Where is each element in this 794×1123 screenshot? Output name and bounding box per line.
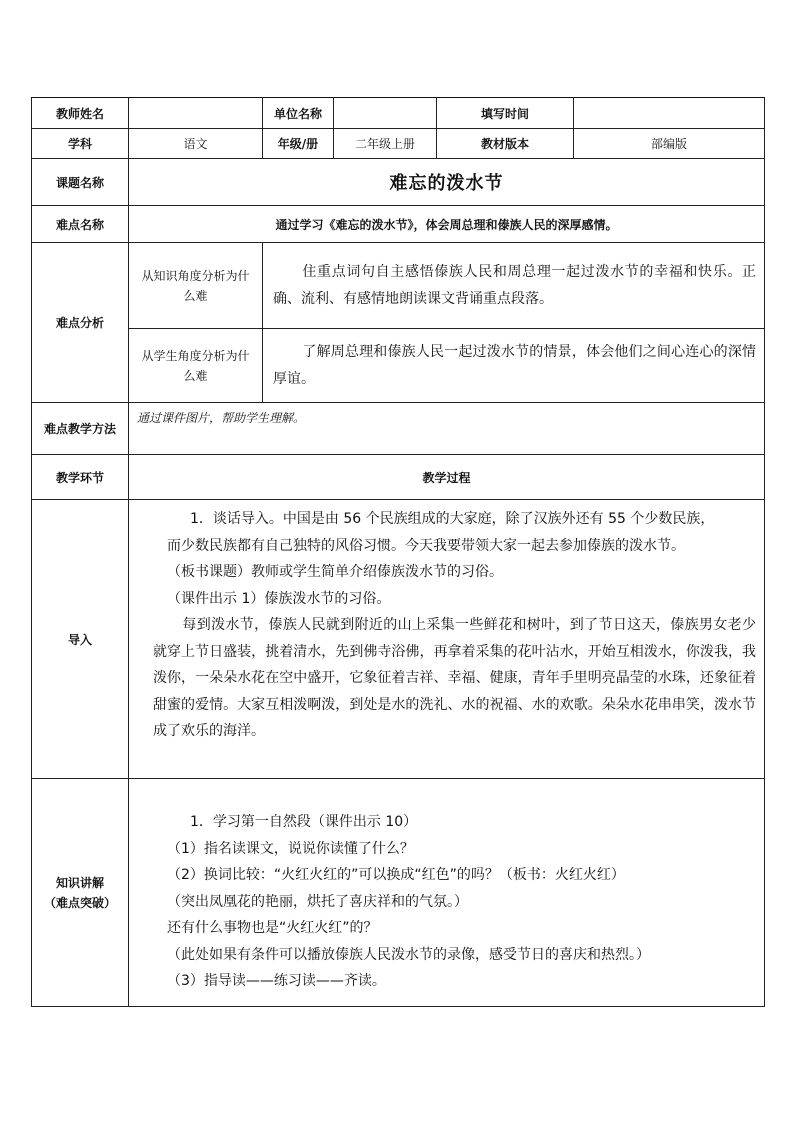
student-angle-paragraph: 了解周总理和傣族人民一起过泼水节的情景，体会他们之间心连心的深情厚谊。	[273, 343, 756, 387]
intro-paragraph: 每到泼水节，傣族人民就到附近的山上采集一些鲜花和树叶，到了节日这天，傣族男女老少就穿上节日盛装，挑着清水，先到佛寺浴佛，再拿着采集的花叶沾水，开始互相泼水，你泼我，我泼你，一朵朵水花在空中盛开，它象征着吉祥、幸福、健康，青年手里明亮晶莹的水珠，还象征着甜蜜的爱情。大家互相泼啊泼，到处是水的洗礼、水的祝福、水的欢歌。朵朵水花串串笑，泼水节成了欢乐的海洋。	[153, 617, 756, 739]
knowledge-line: （突出凤凰花的艳丽，烘托了喜庆祥和的气氛。）	[167, 893, 468, 910]
grade-value: 二年级上册	[334, 129, 437, 159]
knowledge-explain-label	[32, 779, 129, 1007]
knowledge-line: （此处如果有条件可以播放傣族人民泼水节的录像，感受节日的喜庆和热烈。）	[167, 946, 650, 963]
subject-value: 语文	[129, 129, 263, 159]
intro-line: （课件出示 1）傣族泼水节的习俗。	[167, 590, 391, 607]
knowledge-line: （3）指导读——练习读——齐读。	[167, 973, 386, 989]
subject-label: 学科	[32, 129, 129, 159]
teaching-method-label: 难点教学方法	[32, 403, 129, 455]
knowledge-line: 1．学习第一自然段（课件出示 10）	[190, 814, 418, 830]
knowledge-angle-text	[263, 243, 765, 329]
lesson-plan-page	[31, 97, 764, 1007]
fill-date-label: 填写时间	[437, 98, 574, 129]
student-angle-text	[263, 329, 765, 403]
difficulty-name: 通过学习《难忘的泼水节》，体会周总理和傣族人民的深厚感情。	[129, 206, 765, 243]
knowledge-explain-content	[129, 779, 765, 1007]
intro-label: 导入	[32, 500, 129, 779]
lesson-plan-table	[31, 97, 765, 1007]
difficulty-name-label: 难点名称	[32, 206, 129, 243]
unit-name-label: 单位名称	[263, 98, 334, 129]
lesson-title: 难忘的泼水节	[129, 159, 765, 206]
lesson-title-label: 课题名称	[32, 159, 129, 206]
teacher-name-label: 教师姓名	[32, 98, 129, 129]
student-angle-label: 从学生角度分析为什么难	[129, 329, 263, 403]
knowledge-line: 还有什么事物也是“火红火红”的？	[167, 920, 378, 936]
knowledge-explain-label-line1: 知识讲解	[55, 875, 104, 890]
teaching-process-header: 教学过程	[129, 455, 765, 500]
unit-name-value[interactable]	[334, 98, 437, 129]
teacher-name-value[interactable]	[129, 98, 263, 129]
intro-line: 而少数民族都有自己独特的风俗习惯。今天我要带领大家一起去参加傣族的泼水节。	[167, 537, 685, 554]
intro-content	[129, 500, 765, 779]
fill-date-value[interactable]	[574, 98, 765, 129]
knowledge-line: （1）指名读课文，说说你读懂了什么？	[167, 840, 414, 857]
teaching-section-label: 教学环节	[32, 455, 129, 500]
difficulty-analysis-label: 难点分析	[32, 243, 129, 403]
intro-line: （板书课题）教师或学生简单介绍傣族泼水节的习俗。	[167, 564, 503, 580]
knowledge-angle-label: 从知识角度分析为什么难	[129, 243, 263, 329]
intro-line: 1．谈话导入。中国是由 56 个民族组成的大家庭，除了汉族外还有 55 个少数民族，	[190, 511, 715, 527]
teaching-method-text: 通过课件图片，帮助学生理解。	[129, 403, 765, 455]
knowledge-explain-label-line2: （难点突破）	[43, 895, 116, 910]
knowledge-angle-paragraph: 住重点词句自主感悟傣族人民和周总理一起过泼水节的幸福和快乐。正确、流利、有感情地朗读课文背诵重点段落。	[273, 263, 756, 307]
knowledge-line: （2）换词比较：“火红火红的”可以换成“红色”的吗？（板书：火红火红）	[167, 867, 625, 883]
edition-value: 部编版	[574, 129, 765, 159]
edition-label: 教材版本	[437, 129, 574, 159]
grade-label: 年级/册	[263, 129, 334, 159]
